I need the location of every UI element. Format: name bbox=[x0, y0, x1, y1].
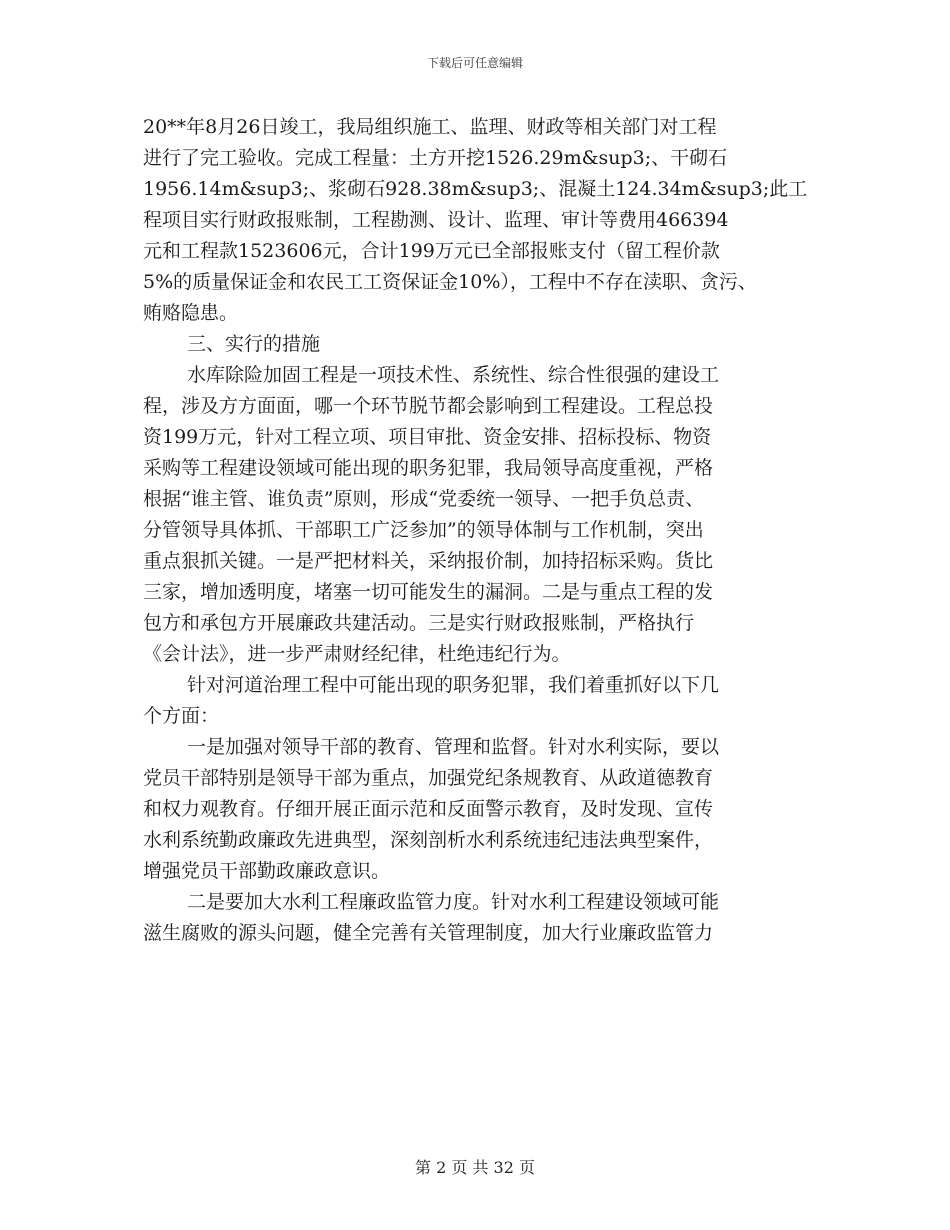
text-line: 增强党员干部勤政廉政意识。 bbox=[143, 860, 391, 882]
text-line: 分管领导具体抓、干部职工广泛参加”的领导体制与工作机制，突出 bbox=[143, 519, 704, 541]
document-body bbox=[143, 112, 833, 949]
text-line: 针对河道治理工程中可能出现的职务犯罪，我们着重抓好以下几 bbox=[187, 674, 720, 696]
page-number: 第 2 页 共 32 页 bbox=[415, 1158, 535, 1177]
text-line: 采购等工程建设领域可能出现的职务犯罪，我局领导高度重视，严格 bbox=[143, 457, 714, 479]
text-line: 程项目实行财政报账制，工程勘测、设计、监理、审计等费用466394 bbox=[143, 209, 729, 231]
text-line: 二是要加大水利工程廉政监管力度。针对水利工程建设领域可能 bbox=[187, 891, 720, 913]
text-line: 和权力观教育。仔细开展正面示范和反面警示教育，及时发现、宣传 bbox=[143, 798, 714, 820]
text-line: 重点狠抓关键。一是严把材料关，采纳报价制，加持招标采购。货比 bbox=[143, 550, 714, 572]
text-line: 根据“谁主管、谁负责”原则，形成“党委统一领导、一把手负总责、 bbox=[143, 488, 705, 510]
text-line: 元和工程款1523606元，合计199万元已全部报账支付（留工程价款 bbox=[143, 240, 720, 262]
text-line: 三、实行的措施 bbox=[187, 333, 321, 355]
page-header: 下载后可任意编辑 bbox=[426, 56, 523, 70]
text-line: 程，涉及方方面面，哪一个环节脱节都会影响到工程建设。工程总投 bbox=[143, 395, 714, 417]
text-line: 滋生腐败的源头问题，健全完善有关管理制度，加大行业廉政监管力 bbox=[143, 922, 714, 944]
text-line: 资199万元，针对工程立项、项目审批、资金安排、招标投标、物资 bbox=[143, 426, 712, 448]
text-line: 1956.14m&sup3;、浆砌石928.38m&sup3;、混凝土124.34m&sup3;此工 bbox=[143, 178, 808, 200]
text-line: 20**年8月26日竣工，我局组织施工、监理、财政等相关部门对工程 bbox=[143, 116, 717, 138]
text-line: 包方和承包方开展廉政共建活动。三是实行财政报账制，严格执行 bbox=[143, 612, 695, 634]
text-line: 进行了完工验收。完成工程量：土方开挖1526.29m&sup3;、干砌石 bbox=[143, 147, 728, 169]
text-line: 一是加强对领导干部的教育、管理和监督。针对水利实际，要以 bbox=[187, 736, 720, 758]
text-line: 水利系统勤政廉政先进典型，深刻剖析水利系统违纪违法典型案件， bbox=[143, 829, 714, 851]
text-line: 党员干部特别是领导干部为重点，加强党纪条规教育、从政道德教育 bbox=[143, 767, 714, 789]
text-line: 水库除险加固工程是一项技术性、系统性、综合性很强的建设工 bbox=[187, 364, 720, 386]
text-line: 《会计法》，进一步严肃财经纪律，杜绝违纪行为。 bbox=[143, 643, 571, 665]
text-line: 贿赂隐患。 bbox=[143, 302, 239, 324]
text-line: 个方面： bbox=[143, 705, 220, 727]
text-line: 三家，增加透明度，堵塞一切可能发生的漏洞。二是与重点工程的发 bbox=[143, 581, 714, 603]
text-line: 5%的质量保证金和农民工工资保证金10%），工程中不存在渎职、贪污、 bbox=[143, 271, 757, 293]
